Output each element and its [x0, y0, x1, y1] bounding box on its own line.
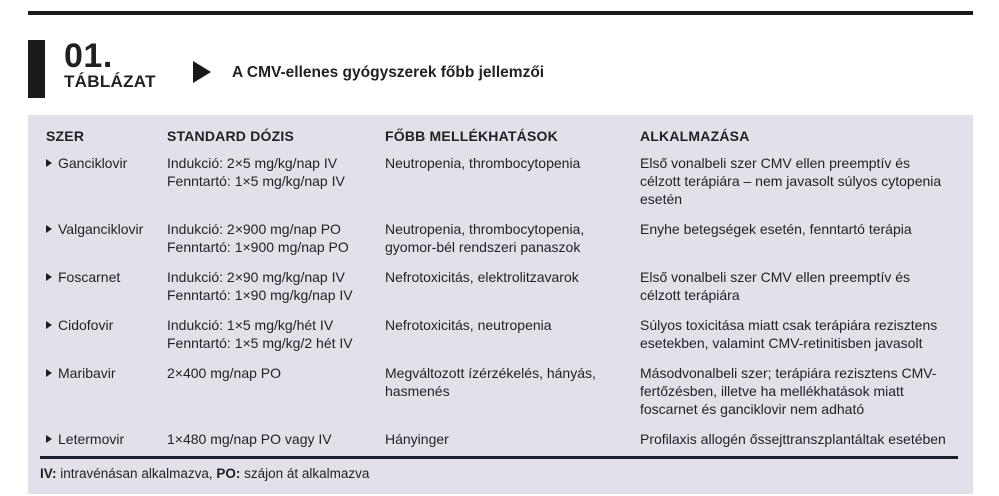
side-effects-cell: Hányinger: [385, 431, 449, 447]
side-effects-cell: Megváltozott ízérzékelés, hányás, hasmenés: [385, 365, 596, 399]
table-caption: [64, 37, 156, 91]
top-rule: [28, 11, 973, 15]
usage-cell: Másodvonalbeli szer; terápiára rezisztens CMV-fertőzésben, illetve ha mellékhatások miatt foscarnet és ganciklovir nem adható: [640, 365, 937, 417]
footnote-text-iv: intravénásan alkalmazva,: [56, 466, 217, 481]
dose-line: Fenntartó: 1×5 mg/kg/nap IV: [167, 173, 345, 189]
usage-cell: Profilaxis allogén őssejttranszplantáltak esetében: [640, 431, 946, 447]
drug-name: Cidofovir: [58, 317, 114, 333]
dose-line: Fenntartó: 1×900 mg/nap PO: [167, 239, 349, 255]
column-header-side-effects: FŐBB MELLÉKHATÁSOK: [385, 128, 558, 144]
table-body: [46, 154, 959, 448]
column-header-usage: ALKALMAZÁSA: [640, 128, 750, 144]
table-row: [46, 268, 959, 304]
caption-bar: [28, 40, 45, 98]
drug-name-cell: [46, 430, 167, 448]
footnote-divider: [40, 456, 958, 459]
drug-name: Ganciklovir: [58, 155, 128, 171]
dose-cell: [167, 316, 385, 352]
table-title: A CMV-ellenes gyógyszerek főbb jellemzői: [232, 64, 545, 81]
usage-cell: Első vonalbeli szer CMV ellen preemptív és célzott terápiára – nem javasolt súlyos cytopenia esetén: [640, 155, 942, 207]
dose-line: 1×480 mg/nap PO vagy IV: [167, 431, 332, 447]
dose-cell: [167, 154, 385, 190]
usage-cell: Súlyos toxicitása miatt csak terápiára rezisztens esetekben, valamint CMV-retinitisben javasolt: [640, 317, 938, 351]
dose-line: Fenntartó: 1×90 mg/kg/nap IV: [167, 287, 353, 303]
side-effects-cell: Neutropenia, thrombocytopenia, gyomor-bél rendszeri panaszok: [385, 221, 585, 255]
table-row: [46, 220, 959, 256]
footnote: [40, 465, 959, 482]
row-bullet-icon: [46, 159, 52, 167]
dose-cell: [167, 364, 385, 382]
usage-cell: Enyhe betegségek esetén, fenntartó terápia: [640, 221, 912, 237]
column-header-drug: SZER: [46, 128, 85, 144]
table-number: 01.: [64, 37, 113, 75]
dose-line: 2×400 mg/nap PO: [167, 365, 282, 381]
row-bullet-icon: [46, 273, 52, 281]
drug-name-cell: [46, 268, 167, 286]
footnote-text-po: szájon át alkalmazva: [240, 466, 370, 481]
footnote-abbr-iv: IV:: [40, 466, 57, 481]
dose-cell: [167, 430, 385, 448]
drug-name: Letermovir: [58, 431, 125, 447]
drug-name: Foscarnet: [58, 269, 121, 285]
row-bullet-icon: [46, 225, 52, 233]
dose-line: Indukció: 2×900 mg/nap PO: [167, 221, 341, 237]
table-number-label: TÁBLÁZAT: [64, 72, 156, 91]
side-effects-cell: Nefrotoxicitás, elektrolitzavarok: [385, 269, 579, 285]
row-bullet-icon: [46, 321, 52, 329]
footnote-abbr-po: PO:: [216, 466, 241, 481]
table-row: [46, 316, 959, 352]
usage-cell: Első vonalbeli szer CMV ellen preemptív és célzott terápiára: [640, 269, 911, 303]
row-bullet-icon: [46, 369, 52, 377]
dose-line: Indukció: 2×5 mg/kg/nap IV: [167, 155, 338, 171]
table-row: [46, 430, 959, 448]
drug-table: [28, 115, 973, 494]
table-row: [46, 154, 959, 208]
table-row: [46, 364, 959, 418]
dose-cell: [167, 268, 385, 304]
arrow-right-icon: [193, 61, 211, 83]
row-bullet-icon: [46, 435, 52, 443]
side-effects-cell: Nefrotoxicitás, neutropenia: [385, 317, 552, 333]
dose-line: Fenntartó: 1×5 mg/kg/2 hét IV: [167, 335, 353, 351]
side-effects-cell: Neutropenia, thrombocytopenia: [385, 155, 581, 171]
drug-name-cell: [46, 220, 167, 238]
dose-line: Indukció: 2×90 mg/kg/nap IV: [167, 269, 345, 285]
drug-name-cell: [46, 154, 167, 172]
drug-name: Valganciklovir: [58, 221, 144, 237]
column-header-dose: STANDARD DÓZIS: [167, 128, 294, 144]
dose-cell: [167, 220, 385, 256]
dose-line: Indukció: 1×5 mg/kg/hét IV: [167, 317, 334, 333]
drug-name-cell: [46, 316, 167, 334]
table-head: [46, 127, 959, 145]
drug-name: Maribavir: [58, 365, 116, 381]
drug-name-cell: [46, 364, 167, 382]
